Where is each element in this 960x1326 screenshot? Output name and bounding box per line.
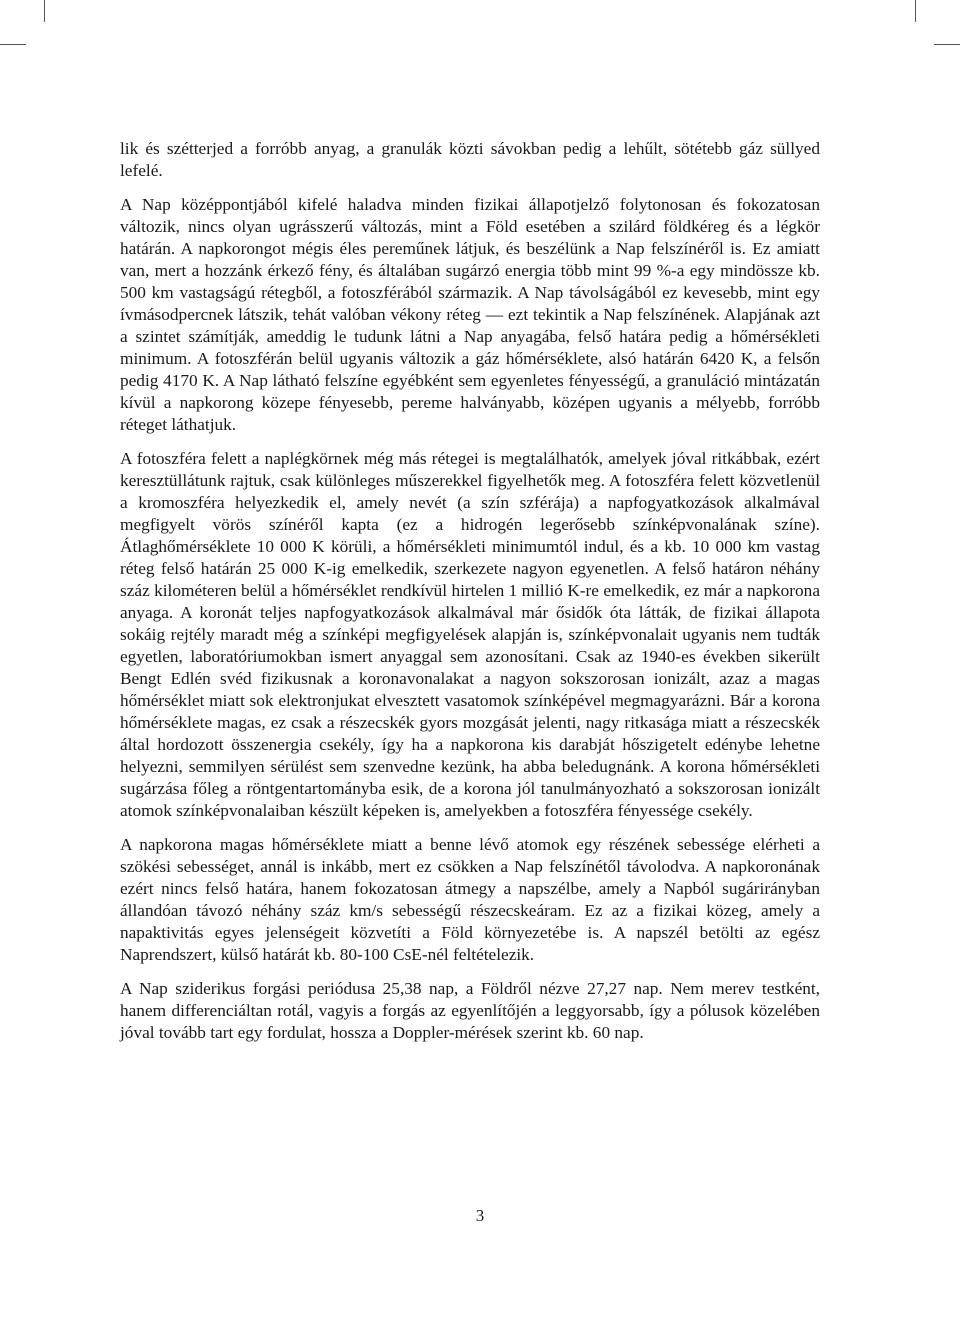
- paragraph-3: A fotoszféra felett a naplégkörnek még más rétegei is megtalálhatók, amelyek jóval ritkábbak, ezért keresztüllátunk rajtuk, csak különleges műszerekkel figyelhetők meg. A fotoszféra felett közvetlenül a kromoszféra helyezkedik el, amely nevét (a szín szférája) a napfogyatkozások alkalmával megfigyelt vörös színéről kapta (ez a hidrogén legerősebb színképvonalának színe). Átlaghőmérséklete 10 000 K körüli, a hőmérsékleti minimumtól indul, és a kb. 10 000 km vastag réteg felső határán 25 000 K-ig emelkedik, szerkezete nagyon egyenetlen. A felső határon néhány száz kilométeren belül a hőmérséklet rendkívül hirtelen 1 millió K-re emelkedik, ez már a napkorona anyaga. A koronát teljes napfogyatkozások alkalmával már ősidők óta látták, de fizikai állapota sokáig rejtély maradt még a színképi megfigyelések alapján is, színképvonalait ugyanis nem tudták egyetlen, laboratóriumokban ismert anyaggal sem azonosítani. Csak az 1940-es években sikerült Bengt Edlén svéd fizikusnak a koronavonalakat a nagyon sokszorosan ionizált, azaz a magas hőmérséklet miatt sok elektronjukat elvesztett vasatomok színképével megmagyarázni. Bár a korona hőmérséklete magas, ez csak a részecskék gyors mozgását jelenti, nagy ritkasága miatt a részecskék által hordozott összenergia csekély, így ha a napkorona kis darabját hőszigetelt edénybe lehetne helyezni, semmilyen sérülést sem szenvedne kezünk, ha abba beledugnánk. A korona hőmérsékleti sugárzása főleg a röntgentartományba esik, de a korona jól tanulmányozható a sokszorosan ionizált atomok színképvonalaiban készült képeken is, amelyekben a fotoszféra fényessége csekély.: [120, 449, 820, 820]
- page-number: 3: [475, 1206, 485, 1225]
- paragraph-1: lik és szétterjed a forróbb anyag, a granulák közti sávokban pedig a lehűlt, sötétebb gáz süllyed lefelé.: [120, 139, 820, 180]
- page-body: [120, 138, 820, 1056]
- paragraph-5: A Nap sziderikus forgási periódusa 25,38 nap, a Földről nézve 27,27 nap. Nem merev testként, hanem differenciáltan rotál, vagyis a forgás az egyenlítőjén a leggyorsabb, így a pólusok közelében jóval tovább tart egy fordulat, hossza a Doppler-mérések szerint kb. 60 nap.: [120, 979, 820, 1042]
- paragraph-2: A Nap középpontjából kifelé haladva minden fizikai állapotjelző folytonosan és fokozatosan változik, nincs olyan ugrásszerű változás, mint a Föld esetében a szilárd földkéreg és a légkör határán. A napkorongot mégis éles pereműnek látjuk, és beszélünk a Nap felszínéről is. Ez amiatt van, mert a hozzánk érkező fény, és általában sugárzó energia több mint 99 %-a egy mindössze kb. 500 km vastagságú rétegből, a fotoszférából származik. A Nap távolságából ez kevesebb, mint egy ívmásodpercnek látszik, tehát valóban vékony réteg — ezt tekintik a Nap felszínének. Alapjának azt a szintet számítják, ameddig le tudunk látni a Nap anyagába, felső határa pedig a hőmérsékleti minimum. A fotoszférán belül ugyanis változik a gáz hőmérséklete, alsó határán 6420 K, a felsőn pedig 4170 K. A Nap látható felszíne egyébként sem egyenletes fényességű, a granuláció mintázatán kívül a napkorong közepe fényesebb, pereme halványabb, középen ugyanis a mélyebb, forróbb réteget láthatjuk.: [120, 195, 820, 434]
- paragraph-4: A napkorona magas hőmérséklete miatt a benne lévő atomok egy részének sebessége elérheti a szökési sebességet, annál is inkább, mert ez csökken a Nap felszínétől távolodva. A napkoronának ezért nincs felső határa, hanem fokozatosan átmegy a napszélbe, amely a Napból sugárirányban állandóan távozó néhány száz km/s sebességű részecskeáram. Ez az a fizikai közeg, amely a napaktivitás egyes jelenségeit közvetíti a Föld környezetébe is. A napszél betölti az egész Naprendszert, külső határát kb. 80-100 CsE-nél feltételezik.: [120, 835, 820, 964]
- crop-mark-left-top: [0, 44, 26, 45]
- crop-mark-top-left: [44, 0, 45, 22]
- crop-mark-right-top: [934, 44, 960, 45]
- crop-mark-top-right: [915, 0, 916, 22]
